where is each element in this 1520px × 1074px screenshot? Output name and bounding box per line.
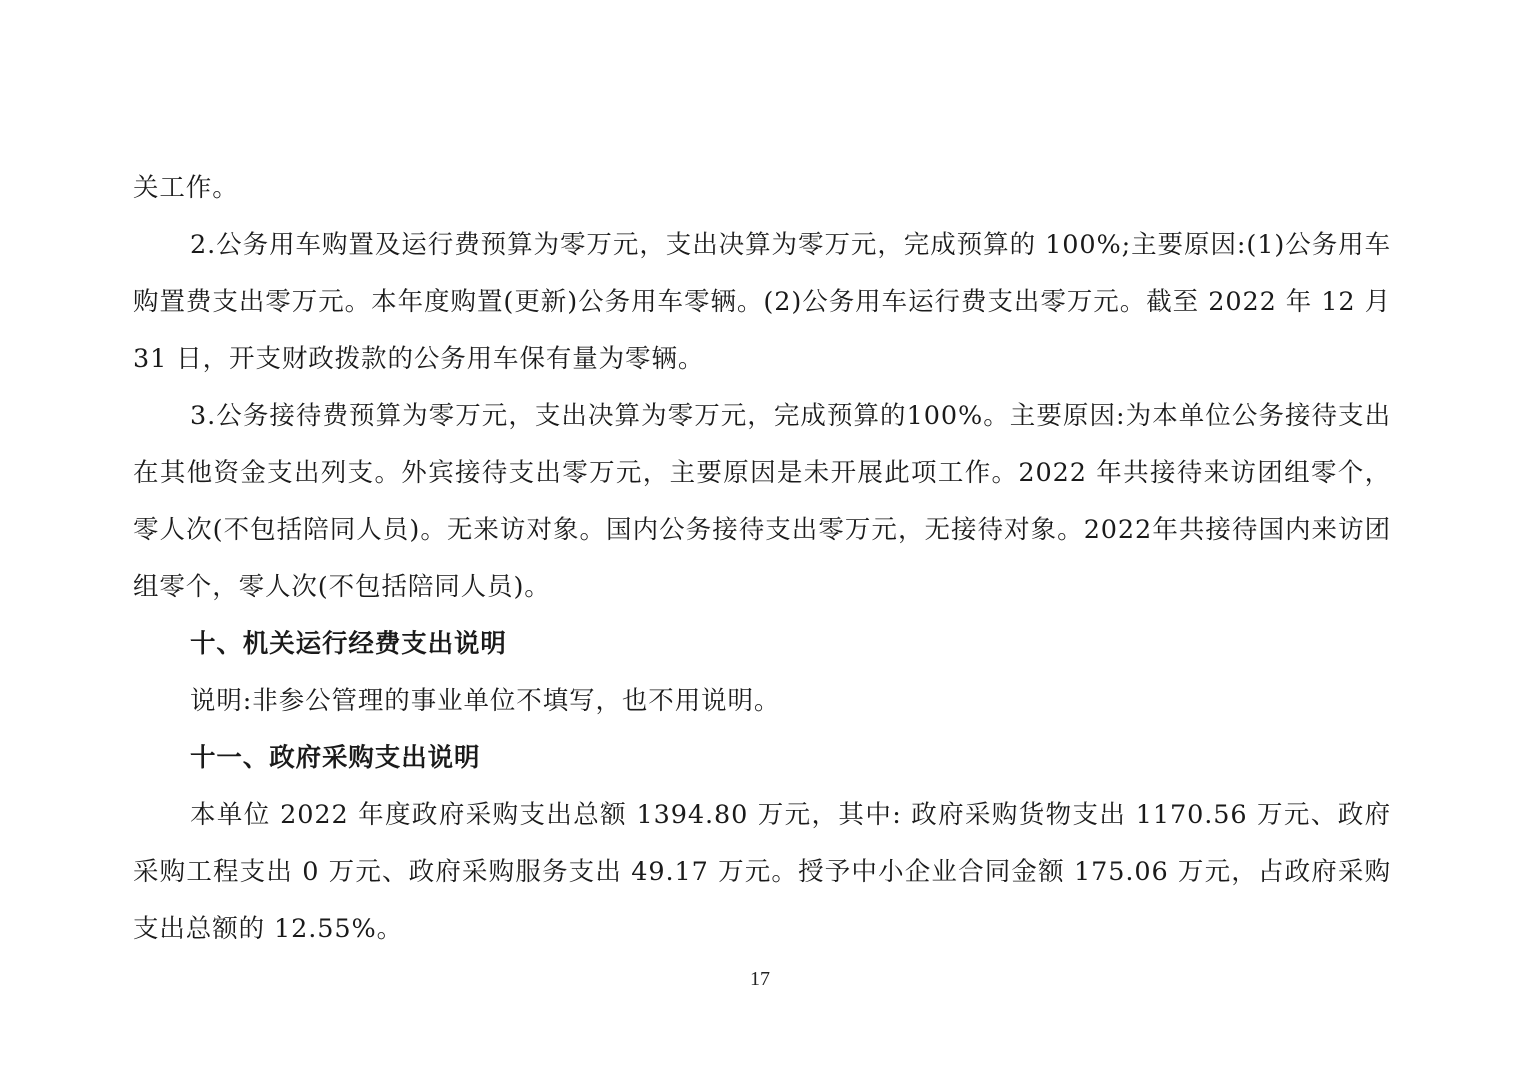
page-body [133, 160, 1391, 958]
paragraph-government-procurement: 本单位 2022 年度政府采购支出总额 1394.80 万元，其中: 政府采购货物支出 1170.56 万元、政府采购工程支出 0 万元、政府采购服务支出 49.17 万元。授予中小企业合同金额 175.06 万元，占政府采购支出总额的 12.55%。 [133, 800, 1391, 944]
paragraph-continuation: 关工作。 [133, 173, 239, 203]
section-heading-operating-expenses: 十、机关运行经费支出说明 [190, 629, 507, 659]
paragraph-official-reception: 3.公务接待费预算为零万元，支出决算为零万元，完成预算的100%。主要原因:为本单位公务接待支出在其他资金支出列支。外宾接待支出零万元，主要原因是未开展此项工作。2022 年共接待来访团组零个，零人次(不包括陪同人员)。无来访对象。国内公务接待支出零万元，无接待对象。2022年共接待国内来访团组零个，零人次(不包括陪同人员)。 [133, 401, 1391, 602]
paragraph-official-vehicle: 2.公务用车购置及运行费预算为零万元，支出决算为零万元，完成预算的 100%;主要原因:(1)公务用车购置费支出零万元。本年度购置(更新)公务用车零辆。(2)公务用车运行费支出零万元。截至 2022 年 12 月 31 日，开支财政拨款的公务用车保有量为零辆。 [133, 230, 1391, 374]
section-heading-government-procurement: 十一、政府采购支出说明 [190, 743, 481, 773]
page-number: 17 [750, 968, 770, 990]
paragraph-operating-expenses-note: 说明:非参公管理的事业单位不填写，也不用说明。 [190, 686, 781, 716]
